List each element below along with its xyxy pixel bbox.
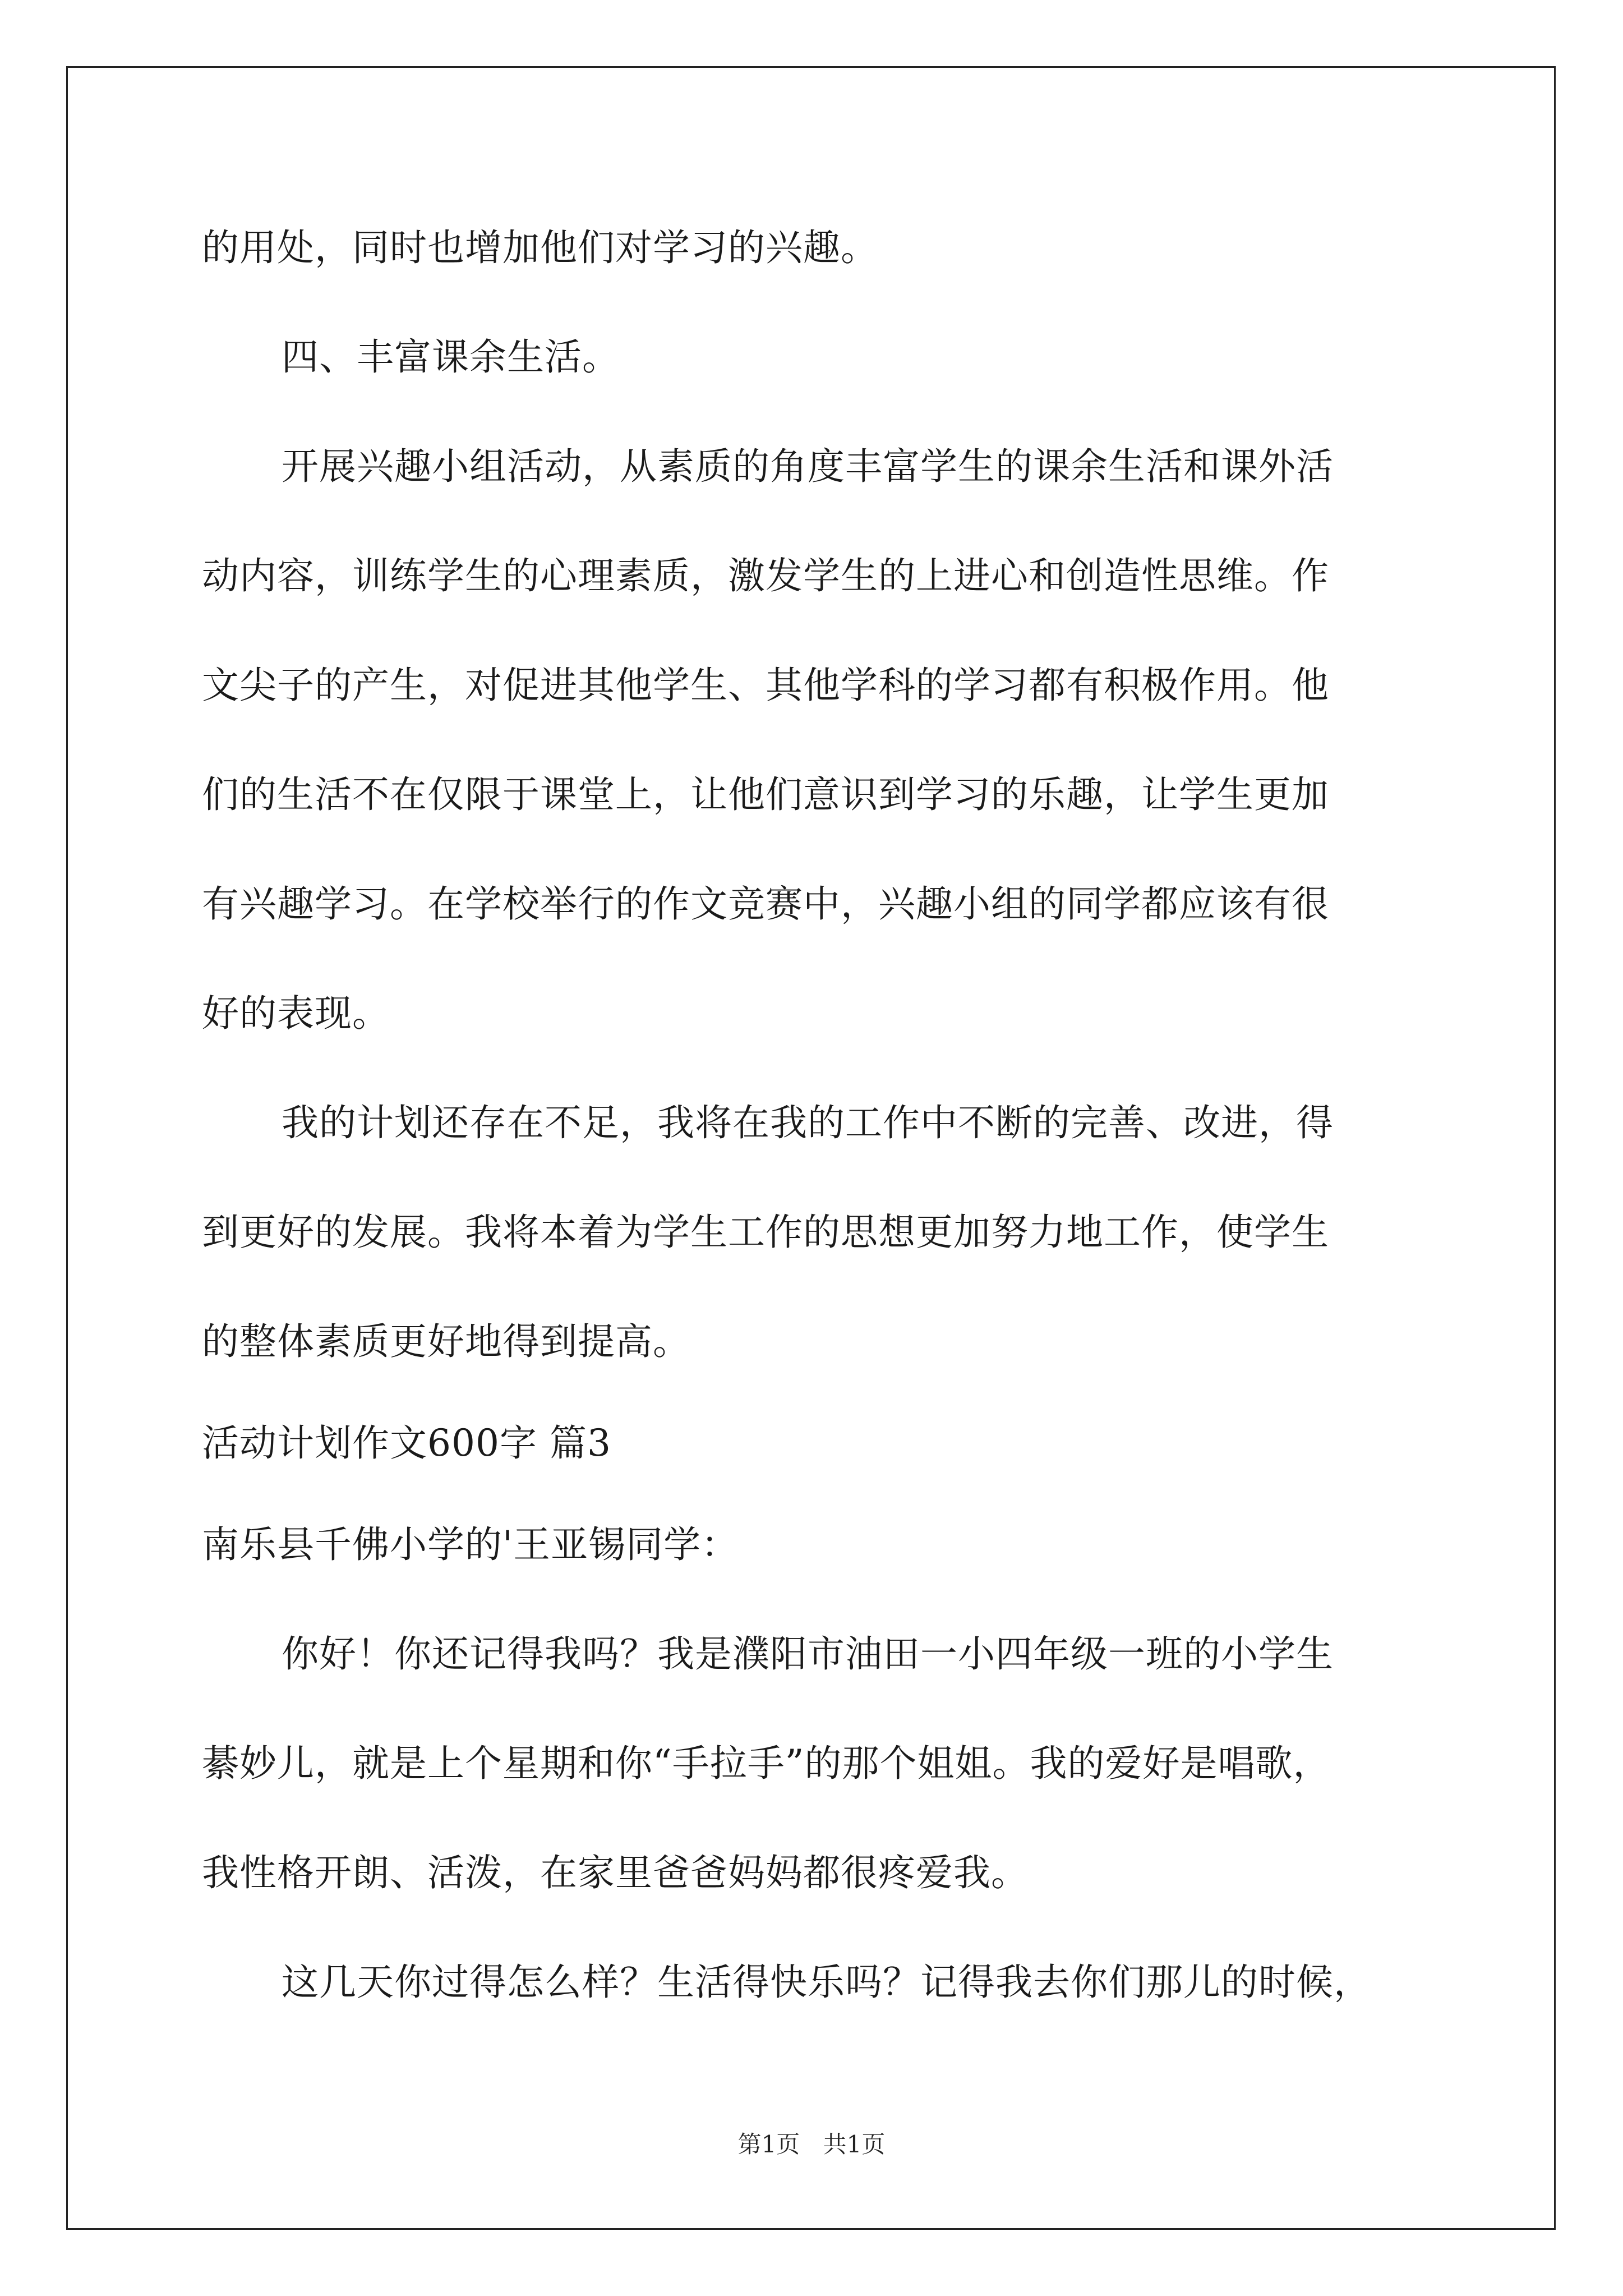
page-number-current: 第1页 [737,2131,800,2158]
text-line: 綦妙儿，就是上个星期和你“手拉手”的那个姐姐。我的爱好是唱歌， [202,1742,1331,1785]
letter-salutation: 南乐县千佛小学的'王亚锡同学： [202,1523,739,1566]
page-number-total: 共1页 [823,2131,886,2158]
text-line: 的用处，同时也增加他们对学习的兴趣。 [202,226,878,269]
text-line: 好的表现。 [202,992,390,1035]
text-line: 文尖子的产生，对促进其他学生、其他学科的学习都有积极作用。他 [202,664,1329,707]
page-footer [0,2131,1623,2159]
section-heading: 四、丰富课余生活。 [282,335,620,379]
text-line: 动内容，训练学生的心理素质，激发学生的上进心和创造性思维。作 [202,554,1329,597]
page-frame [66,66,1556,2230]
text-line: 我性格开朗、活泼，在家里爸爸妈妈都很疼爱我。 [202,1851,1029,1894]
text-line: 这几天你过得怎么样？生活得快乐吗？记得我去你们那儿的时候， [282,1961,1371,2004]
text-line: 的整体素质更好地得到提高。 [202,1320,690,1363]
text-line: 开展兴趣小组活动，从素质的角度丰富学生的课余生活和课外活 [282,445,1334,488]
text-line: 们的生活不在仅限于课堂上，让他们意识到学习的乐趣，让学生更加 [202,773,1329,816]
text-line: 你好！你还记得我吗？我是濮阳市油田一小四年级一班的小学生 [282,1632,1334,1676]
article-title: 活动计划作文600字 篇3 [202,1421,611,1465]
text-line: 我的计划还存在不足，我将在我的工作中不断的完善、改进，得 [282,1101,1334,1144]
text-line: 到更好的发展。我将本着为学生工作的思想更加努力地工作，使学生 [202,1211,1329,1254]
text-line: 有兴趣学习。在学校举行的作文竞赛中，兴趣小组的同学都应该有很 [202,882,1329,926]
